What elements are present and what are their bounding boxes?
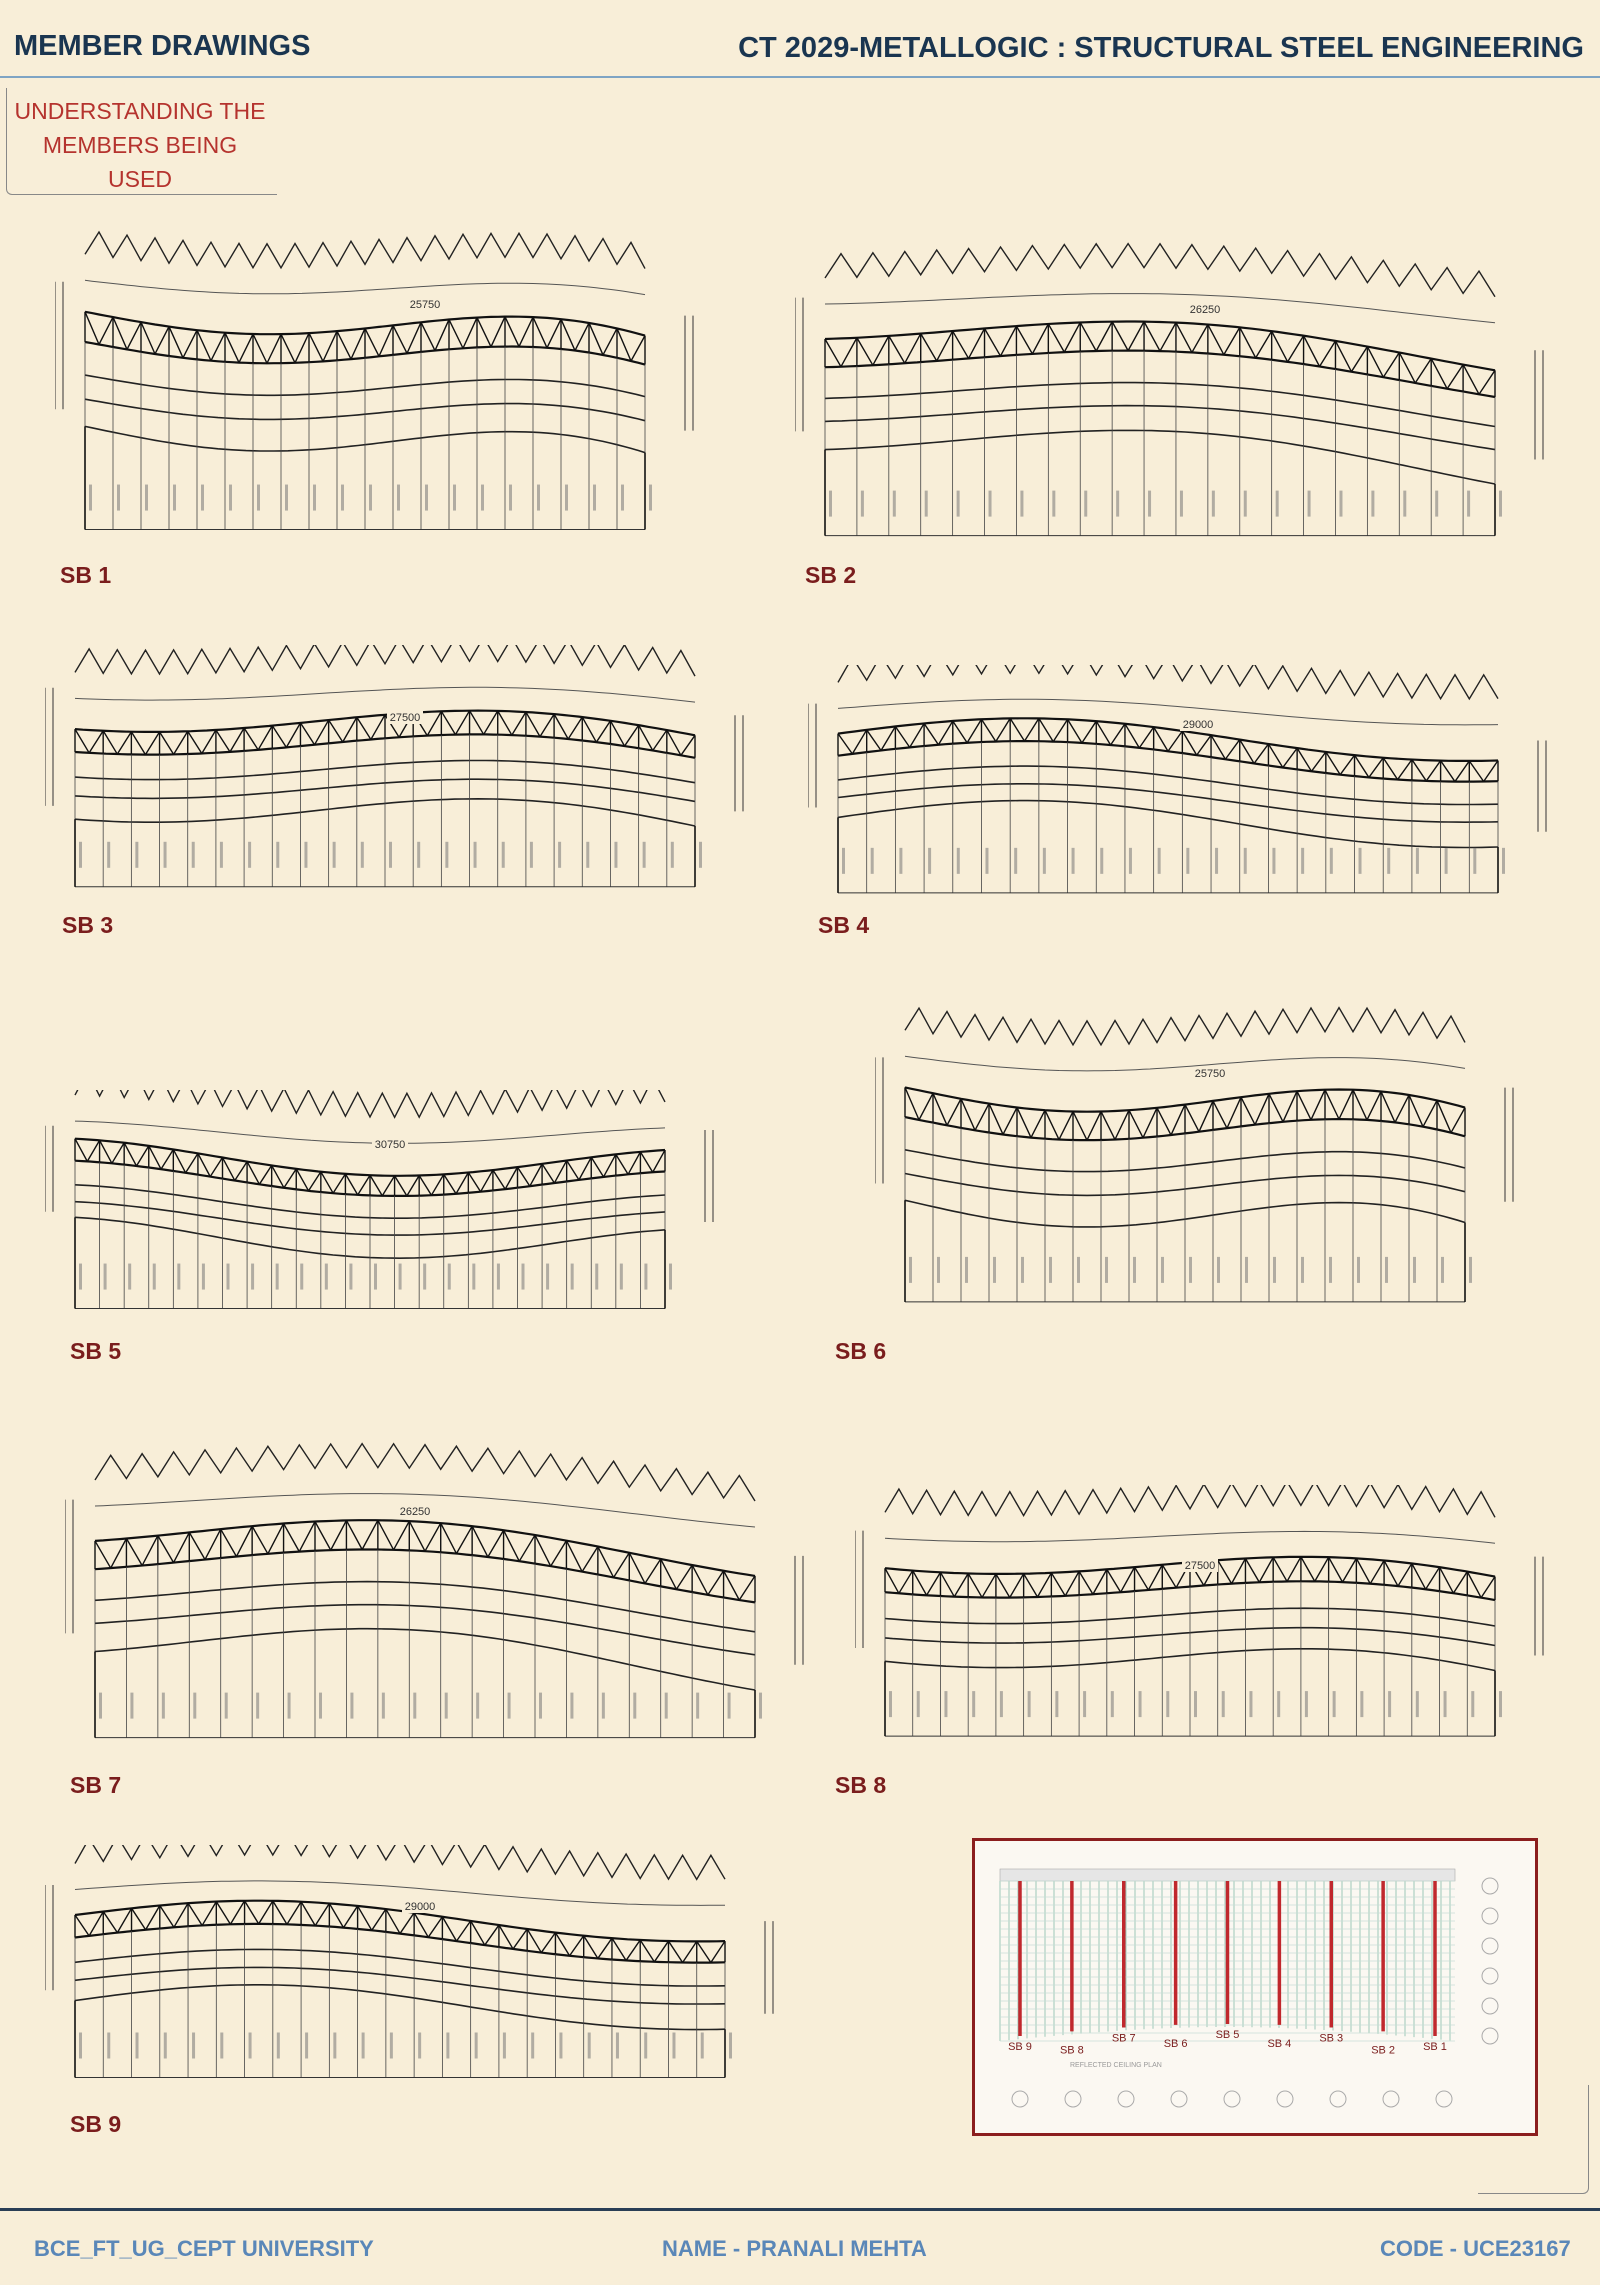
member-drawing-sb1 bbox=[55, 218, 715, 553]
side-note-line-1: UNDERSTANDING THE bbox=[14, 98, 266, 124]
member-drawing-sb3 bbox=[45, 645, 765, 905]
member-drawing-sb8 bbox=[855, 1485, 1565, 1755]
truss-svg bbox=[45, 645, 765, 905]
truss-lines bbox=[808, 665, 1546, 893]
truss-svg bbox=[55, 218, 715, 553]
sb8-label: SB 8 bbox=[835, 1772, 887, 1798]
span-dimension: 30750 bbox=[374, 1139, 406, 1151]
footer-right: CODE - UCE23167 bbox=[1380, 2236, 1571, 2261]
span-dimension: 26250 bbox=[1189, 304, 1221, 316]
plan-member-label: SB 9 bbox=[1008, 2041, 1032, 2053]
reflected-ceiling-plan bbox=[972, 1838, 1538, 2136]
sb3-label: SB 3 bbox=[62, 912, 114, 938]
span-dimension: 27500 bbox=[389, 712, 421, 724]
plan-member-label: SB 5 bbox=[1215, 2029, 1240, 2041]
truss-lines bbox=[795, 244, 1543, 536]
plan-svg bbox=[975, 1841, 1535, 2133]
truss-lines bbox=[65, 1444, 803, 1738]
plan-member-label: SB 6 bbox=[1163, 2037, 1188, 2050]
plan-member-label: SB 3 bbox=[1319, 2032, 1344, 2045]
plan-member-label: SB 4 bbox=[1267, 2037, 1292, 2050]
truss-svg bbox=[875, 995, 1535, 1325]
side-note bbox=[10, 94, 270, 196]
truss-lines bbox=[855, 1485, 1543, 1736]
truss-svg bbox=[795, 238, 1565, 558]
member-drawing-sb7 bbox=[65, 1440, 825, 1760]
sb4-label: SB 4 bbox=[818, 912, 870, 938]
truss-lines bbox=[45, 1845, 773, 2078]
footer-rule bbox=[0, 2208, 1600, 2211]
header-title-right: CT 2029-METALLOGIC : STRUCTURAL STEEL ENGINEERING bbox=[738, 32, 1584, 64]
truss-lines bbox=[45, 645, 743, 887]
truss-svg bbox=[808, 665, 1568, 910]
truss-svg bbox=[855, 1485, 1565, 1755]
plan-member-label: SB 8 bbox=[1059, 2044, 1084, 2057]
header-rule bbox=[0, 76, 1600, 78]
truss-lines bbox=[55, 232, 693, 530]
sb5-label: SB 5 bbox=[70, 1338, 122, 1364]
plan-member-label: SB 1 bbox=[1423, 2041, 1447, 2053]
footer-left: BCE_FT_UG_CEPT UNIVERSITY bbox=[34, 2236, 374, 2261]
sb1-label: SB 1 bbox=[60, 562, 112, 588]
truss-svg bbox=[45, 1090, 735, 1325]
plan-caption: REFLECTED CEILING PLAN bbox=[1070, 2062, 1162, 2069]
sb7-label: SB 7 bbox=[70, 1772, 122, 1798]
plan-member-label: SB 7 bbox=[1111, 2032, 1136, 2045]
truss-svg bbox=[45, 1845, 795, 2095]
header-title-left: MEMBER DRAWINGS bbox=[14, 30, 311, 62]
member-drawing-sb2 bbox=[795, 238, 1565, 558]
footer-center: NAME - PRANALI MEHTA bbox=[662, 2236, 927, 2261]
span-dimension: 27500 bbox=[1184, 1560, 1216, 1572]
plan-grid bbox=[1000, 1869, 1498, 2107]
side-note-line-3: USED bbox=[108, 166, 172, 192]
side-note-line-2: MEMBERS BEING bbox=[42, 132, 238, 158]
span-dimension: 29000 bbox=[1182, 719, 1214, 731]
sb2-label: SB 2 bbox=[805, 562, 857, 588]
span-dimension: 26250 bbox=[399, 1506, 431, 1518]
span-dimension: 29000 bbox=[404, 1901, 436, 1913]
corner-bracket bbox=[1478, 2085, 1589, 2194]
sb9-label: SB 9 bbox=[70, 2111, 122, 2137]
plan-member-label: SB 2 bbox=[1371, 2044, 1396, 2057]
sb6-label: SB 6 bbox=[835, 1338, 887, 1364]
member-drawing-sb9 bbox=[45, 1845, 795, 2095]
truss-lines bbox=[45, 1090, 713, 1309]
span-dimension: 25750 bbox=[1194, 1068, 1226, 1080]
truss-lines bbox=[875, 1008, 1513, 1302]
member-drawing-sb5 bbox=[45, 1090, 735, 1325]
member-drawing-sb6 bbox=[875, 995, 1535, 1325]
member-drawing-sb4 bbox=[808, 665, 1568, 910]
truss-svg bbox=[65, 1440, 825, 1760]
span-dimension: 25750 bbox=[409, 299, 441, 311]
